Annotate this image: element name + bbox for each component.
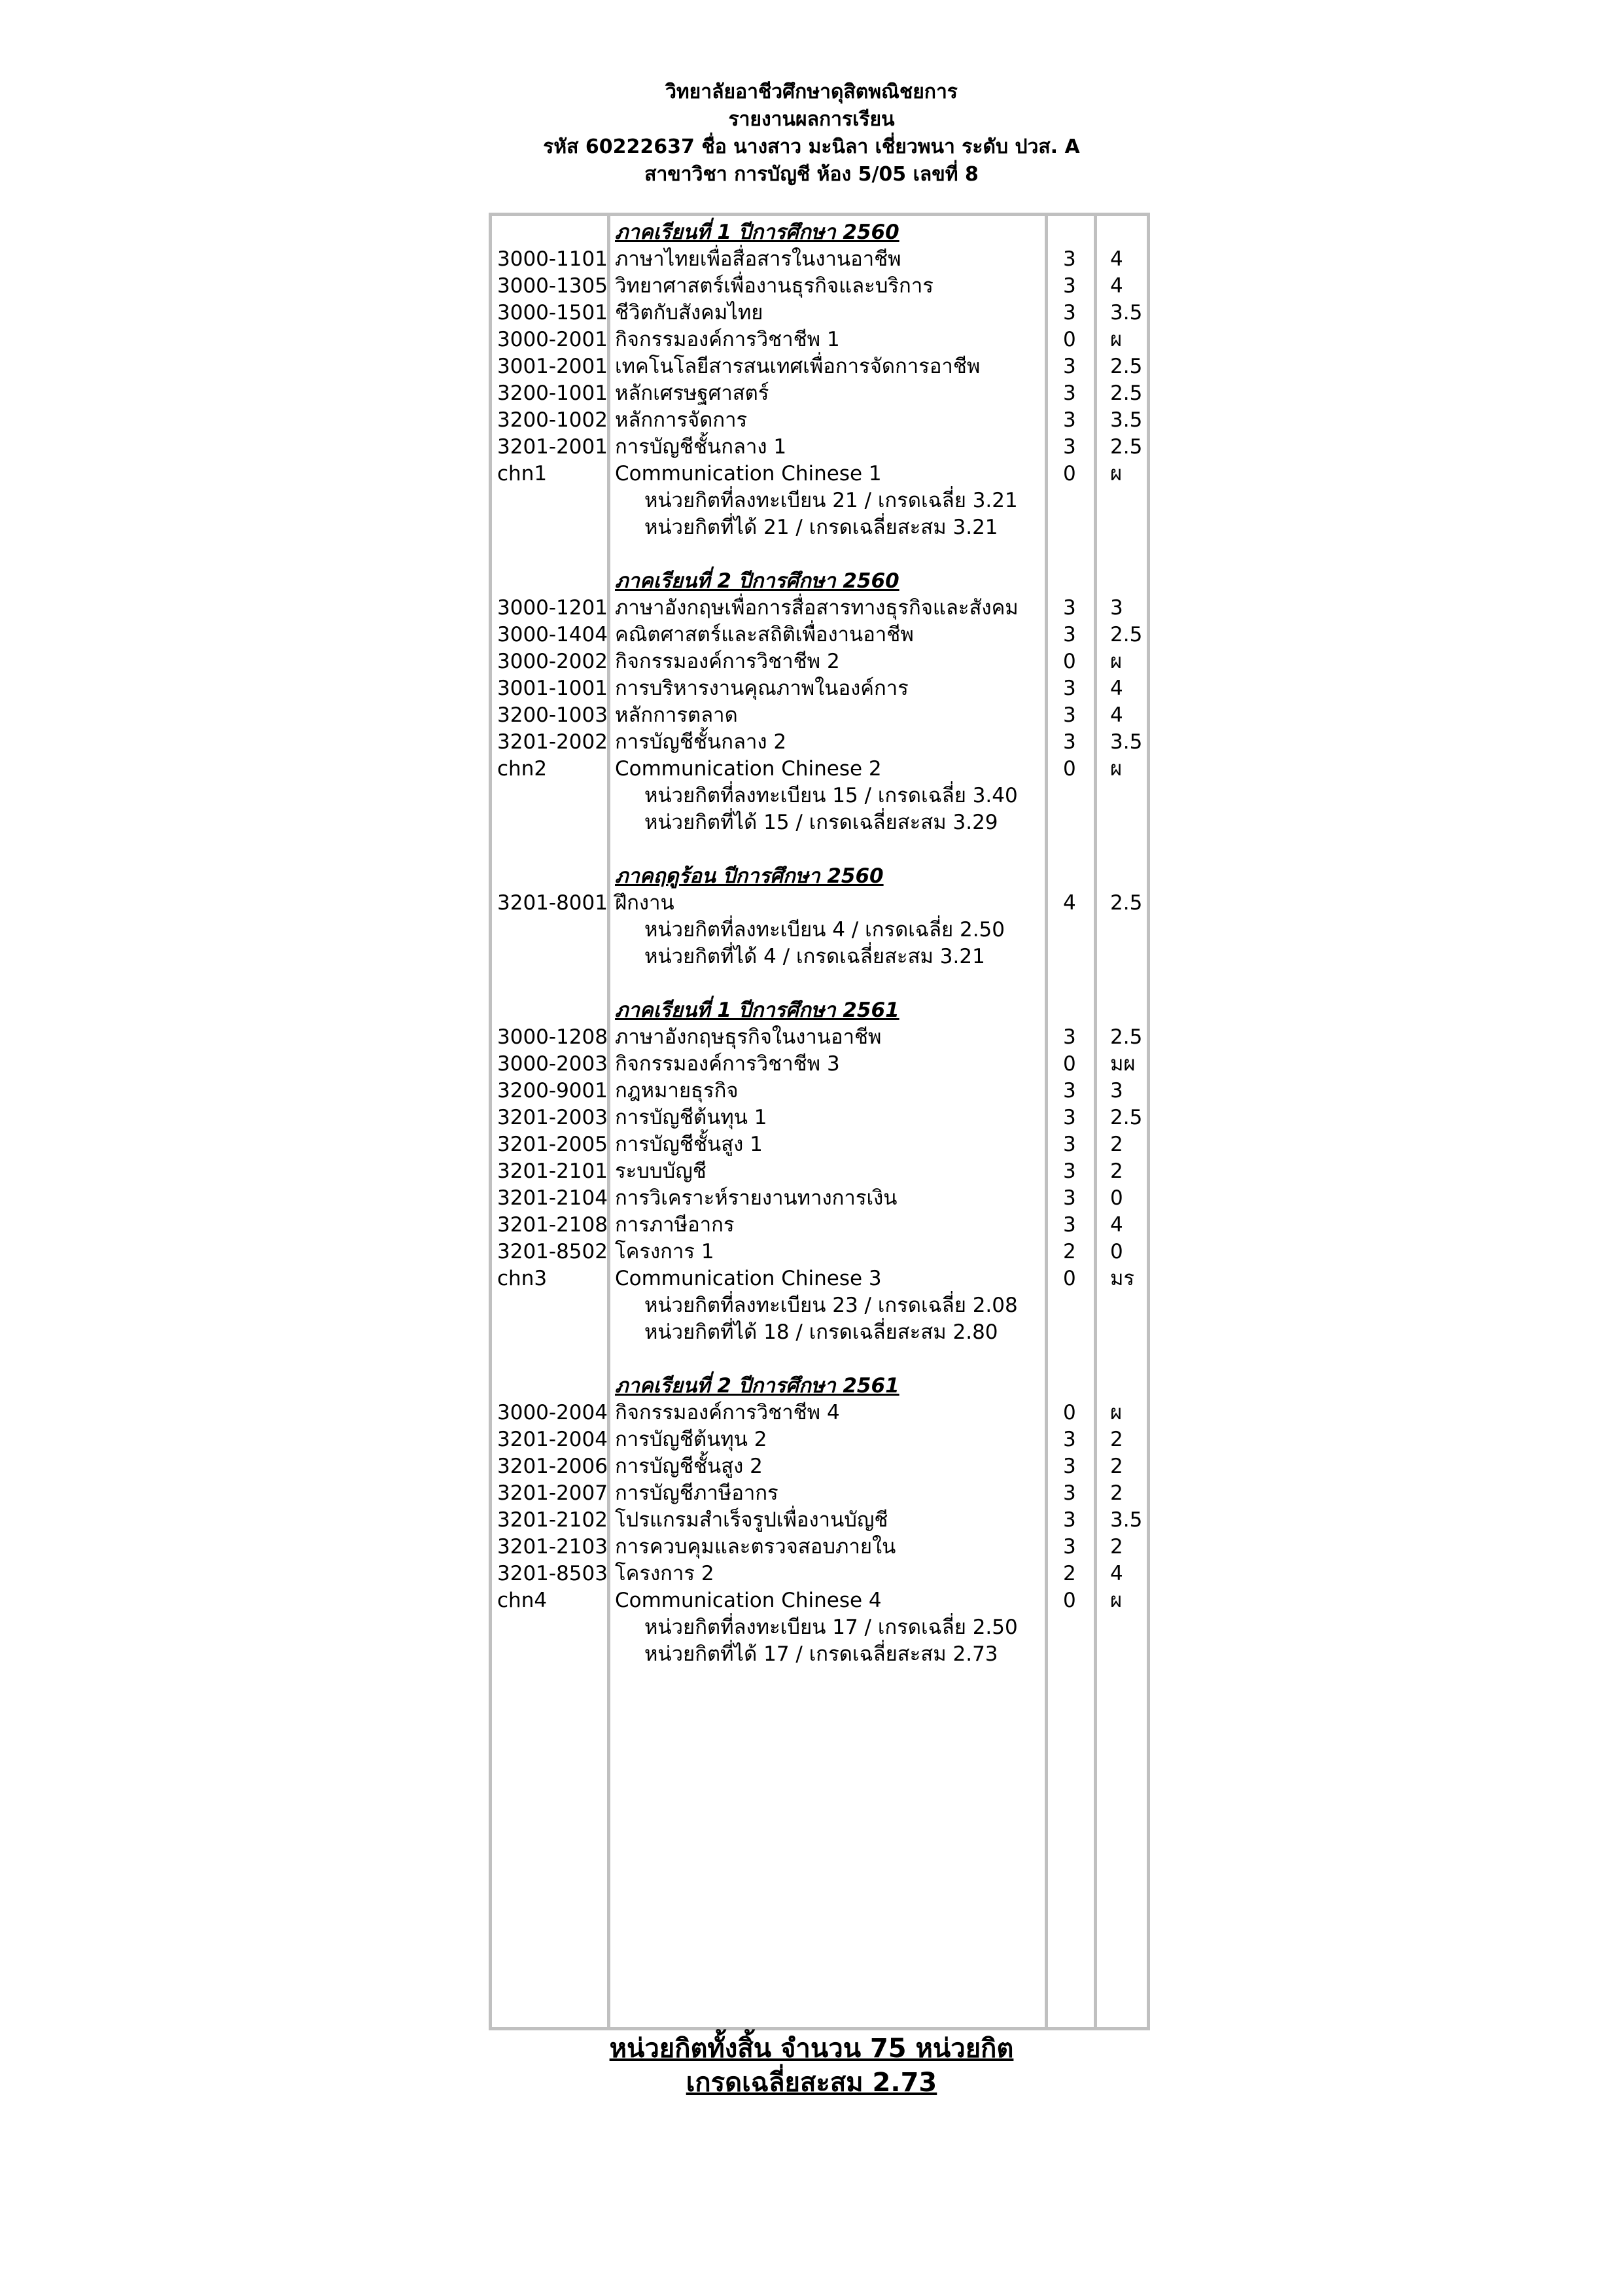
course-name: กิจกรรมองค์การวิชาชีพ 2 bbox=[615, 650, 840, 673]
course-credit: 2 bbox=[1063, 1240, 1076, 1263]
course-name: หลักการตลาด bbox=[615, 703, 738, 727]
section-spacer bbox=[489, 970, 1150, 997]
course-grade: 2.5 bbox=[1110, 891, 1143, 915]
course-code: 3201-2103 bbox=[497, 1535, 608, 1559]
course-grade: 2.5 bbox=[1110, 623, 1143, 646]
semester-section bbox=[489, 568, 1150, 863]
course-row bbox=[489, 1051, 1150, 1078]
course-credit: 3 bbox=[1063, 1186, 1076, 1210]
course-grade: 2.5 bbox=[1110, 435, 1143, 459]
semester-section bbox=[489, 219, 1150, 568]
course-row bbox=[489, 1265, 1150, 1292]
course-name: การบัญชีต้นทุน 1 bbox=[615, 1106, 767, 1129]
course-credit: 3 bbox=[1063, 1213, 1076, 1237]
course-row bbox=[489, 434, 1150, 461]
semester-section bbox=[489, 997, 1150, 1373]
course-credit: 0 bbox=[1063, 462, 1076, 486]
course-name: กฎหมายธุรกิจ bbox=[615, 1079, 739, 1103]
course-name: การวิเคราะห์รายงานทางการเงิน bbox=[615, 1186, 898, 1210]
course-row bbox=[489, 1587, 1150, 1614]
course-credit: 3 bbox=[1063, 408, 1076, 432]
course-grade: ผ bbox=[1110, 1589, 1123, 1612]
course-code: 3000-1501 bbox=[497, 301, 608, 325]
course-code: 3201-2108 bbox=[497, 1213, 608, 1237]
course-name: โปรแกรมสำเร็จรูปเพื่องานบัญชี bbox=[615, 1508, 888, 1532]
course-row bbox=[489, 1453, 1150, 1480]
course-grade: 2.5 bbox=[1110, 1106, 1143, 1129]
course-code: 3201-2003 bbox=[497, 1106, 608, 1129]
college-name: วิทยาลัยอาชีวศึกษาดุสิตพณิชยการ bbox=[665, 80, 958, 103]
course-row bbox=[489, 595, 1150, 622]
course-credit: 0 bbox=[1063, 328, 1076, 351]
report-title: รายงานผลการเรียน bbox=[728, 108, 895, 131]
earned-credits-summary: หน่วยกิตที่ได้ 4 / เกรดเฉลี่ยสะสม 3.21 bbox=[644, 945, 985, 968]
course-grade: 0 bbox=[1110, 1186, 1123, 1210]
course-credit: 3 bbox=[1063, 1535, 1076, 1559]
semester-summary-row bbox=[489, 1292, 1150, 1319]
course-grade: 3.5 bbox=[1110, 730, 1143, 754]
course-name: การบัญชีชั้นกลาง 2 bbox=[615, 730, 787, 754]
course-code: 3201-8503 bbox=[497, 1562, 608, 1585]
course-grade: มร bbox=[1110, 1267, 1135, 1290]
semester-title: ภาคเรียนที่ 1 ปีการศึกษา 2560 bbox=[615, 221, 899, 244]
course-name: หลักเศรษฐศาสตร์ bbox=[615, 381, 769, 405]
course-grade: 4 bbox=[1110, 1562, 1123, 1585]
course-credit: 2 bbox=[1063, 1562, 1076, 1585]
registered-credits-summary: หน่วยกิตที่ลงทะเบียน 21 / เกรดเฉลี่ย 3.21 bbox=[644, 489, 1018, 512]
course-name: การบัญชีต้นทุน 2 bbox=[615, 1428, 767, 1451]
course-name: การบัญชีชั้นสูง 2 bbox=[615, 1455, 763, 1478]
course-code: 3200-1003 bbox=[497, 703, 608, 727]
section-spacer bbox=[489, 836, 1150, 863]
course-grade: 2 bbox=[1110, 1481, 1123, 1505]
course-row bbox=[489, 702, 1150, 729]
course-grade: ผ bbox=[1110, 650, 1123, 673]
course-code: 3000-2002 bbox=[497, 650, 608, 673]
course-grade: 4 bbox=[1110, 1213, 1123, 1237]
course-credit: 3 bbox=[1063, 355, 1076, 378]
course-code: 3000-2004 bbox=[497, 1401, 608, 1424]
section-spacer bbox=[489, 1346, 1150, 1373]
course-credit: 3 bbox=[1063, 435, 1076, 459]
semester-title: ภาคฤดูร้อน ปีการศึกษา 2560 bbox=[615, 864, 884, 888]
semester-title: ภาคเรียนที่ 1 ปีการศึกษา 2561 bbox=[615, 998, 899, 1022]
course-code: 3201-8502 bbox=[497, 1240, 608, 1263]
semester-summary-row bbox=[489, 944, 1150, 970]
course-grade: 2.5 bbox=[1110, 355, 1143, 378]
earned-credits-summary: หน่วยกิตที่ได้ 15 / เกรดเฉลี่ยสะสม 3.29 bbox=[644, 811, 998, 834]
course-code: chn3 bbox=[497, 1267, 548, 1290]
course-code: 3201-2104 bbox=[497, 1186, 608, 1210]
semester-title-row bbox=[489, 568, 1150, 595]
semester-summary-row bbox=[489, 917, 1150, 944]
semester-title: ภาคเรียนที่ 2 ปีการศึกษา 2561 bbox=[615, 1374, 899, 1398]
course-row bbox=[489, 1158, 1150, 1185]
semester-title-row bbox=[489, 863, 1150, 890]
course-grade: 2 bbox=[1110, 1133, 1123, 1156]
transcript-table bbox=[489, 213, 1150, 2030]
table-border-top bbox=[489, 213, 1150, 216]
course-row bbox=[489, 1185, 1150, 1212]
cumulative-gpa: เกรดเฉลี่ยสะสม 2.73 bbox=[686, 2068, 937, 2098]
course-code: 3000-1101 bbox=[497, 247, 608, 271]
course-grade: 2.5 bbox=[1110, 381, 1143, 405]
registered-credits-summary: หน่วยกิตที่ลงทะเบียน 15 / เกรดเฉลี่ย 3.40 bbox=[644, 784, 1018, 807]
course-credit: 3 bbox=[1063, 1133, 1076, 1156]
course-code: 3201-2007 bbox=[497, 1481, 608, 1505]
course-row bbox=[489, 380, 1150, 407]
course-row bbox=[489, 675, 1150, 702]
earned-credits-summary: หน่วยกิตที่ได้ 17 / เกรดเฉลี่ยสะสม 2.73 bbox=[644, 1642, 998, 1666]
course-credit: 3 bbox=[1063, 1159, 1076, 1183]
course-name: การบัญชีภาษีอากร bbox=[615, 1481, 778, 1505]
course-name: กิจกรรมองค์การวิชาชีพ 3 bbox=[615, 1052, 840, 1076]
course-grade: ผ bbox=[1110, 757, 1123, 781]
course-credit: 0 bbox=[1063, 1401, 1076, 1424]
course-name: คณิตศาสตร์และสถิติเพื่องานอาชีพ bbox=[615, 623, 914, 646]
course-row bbox=[489, 729, 1150, 756]
course-name: ภาษาไทยเพื่อสื่อสารในงานอาชีพ bbox=[615, 247, 901, 271]
course-credit: 3 bbox=[1063, 1508, 1076, 1532]
course-name: โครงการ 1 bbox=[615, 1240, 714, 1263]
course-row bbox=[489, 1024, 1150, 1051]
course-row bbox=[489, 327, 1150, 353]
course-code: 3000-2001 bbox=[497, 328, 608, 351]
course-name: โครงการ 2 bbox=[615, 1562, 714, 1585]
course-grade: ผ bbox=[1110, 328, 1123, 351]
course-grade: 3 bbox=[1110, 596, 1123, 620]
transcript-footer bbox=[0, 2032, 1623, 2100]
course-code: 3200-9001 bbox=[497, 1079, 608, 1103]
course-credit: 3 bbox=[1063, 1481, 1076, 1505]
course-grade: 2 bbox=[1110, 1455, 1123, 1478]
course-row bbox=[489, 1239, 1150, 1265]
course-name: การบัญชีชั้นสูง 1 bbox=[615, 1133, 763, 1156]
course-name: การควบคุมและตรวจสอบภายใน bbox=[615, 1535, 896, 1559]
course-code: 3201-8001 bbox=[497, 891, 608, 915]
registered-credits-summary: หน่วยกิตที่ลงทะเบียน 23 / เกรดเฉลี่ย 2.08 bbox=[644, 1294, 1018, 1317]
course-name: ภาษาอังกฤษธุรกิจในงานอาชีพ bbox=[615, 1025, 882, 1049]
semester-title-row bbox=[489, 219, 1150, 246]
semester-summary-row bbox=[489, 809, 1150, 836]
course-name: เทคโนโลยีสารสนเทศเพื่อการจัดการอาชีพ bbox=[615, 355, 981, 378]
registered-credits-summary: หน่วยกิตที่ลงทะเบียน 4 / เกรดเฉลี่ย 2.50 bbox=[644, 918, 1005, 942]
course-code: 3000-2003 bbox=[497, 1052, 608, 1076]
course-row bbox=[489, 1212, 1150, 1239]
course-row bbox=[489, 890, 1150, 917]
semester-title-row bbox=[489, 997, 1150, 1024]
course-name: ภาษาอังกฤษเพื่อการสื่อสารทางธุรกิจและสังคม bbox=[615, 596, 1019, 620]
course-row bbox=[489, 246, 1150, 273]
semester-summary-row bbox=[489, 1614, 1150, 1641]
course-code: chn1 bbox=[497, 462, 548, 486]
course-row bbox=[489, 756, 1150, 783]
total-credits: หน่วยกิตทั้งสิ้น จำนวน 75 หน่วยกิต bbox=[609, 2034, 1014, 2064]
earned-credits-summary: หน่วยกิตที่ได้ 21 / เกรดเฉลี่ยสะสม 3.21 bbox=[644, 516, 998, 539]
course-name: กิจกรรมองค์การวิชาชีพ 1 bbox=[615, 328, 840, 351]
course-name: หลักการจัดการ bbox=[615, 408, 748, 432]
course-code: 3001-2001 bbox=[497, 355, 608, 378]
course-row bbox=[489, 353, 1150, 380]
course-row bbox=[489, 1507, 1150, 1534]
course-credit: 3 bbox=[1063, 274, 1076, 298]
student-info: รหัส 60222637 ชื่อ นางสาว มะนิลา เชี่ยวพนา ระดับ ปวส. A bbox=[543, 135, 1080, 158]
course-credit: 4 bbox=[1063, 891, 1076, 915]
course-row bbox=[489, 648, 1150, 675]
course-name: การบริหารงานคุณภาพในองค์การ bbox=[615, 677, 909, 700]
course-row bbox=[489, 1104, 1150, 1131]
course-credit: 0 bbox=[1063, 1589, 1076, 1612]
course-credit: 3 bbox=[1063, 596, 1076, 620]
course-name: ฝึกงาน bbox=[615, 891, 674, 915]
course-name: กิจกรรมองค์การวิชาชีพ 4 bbox=[615, 1401, 840, 1424]
course-code: 3201-2006 bbox=[497, 1455, 608, 1478]
course-credit: 3 bbox=[1063, 677, 1076, 700]
course-credit: 0 bbox=[1063, 1052, 1076, 1076]
course-credit: 3 bbox=[1063, 1025, 1076, 1049]
course-grade: 4 bbox=[1110, 703, 1123, 727]
course-credit: 3 bbox=[1063, 730, 1076, 754]
course-row bbox=[489, 1561, 1150, 1587]
course-row bbox=[489, 1426, 1150, 1453]
course-row bbox=[489, 407, 1150, 434]
course-grade: ผ bbox=[1110, 1401, 1123, 1424]
course-row bbox=[489, 1534, 1150, 1561]
course-credit: 3 bbox=[1063, 301, 1076, 325]
course-name: การภาษีอากร bbox=[615, 1213, 735, 1237]
course-credit: 3 bbox=[1063, 1428, 1076, 1451]
course-name: ชีวิตกับสังคมไทย bbox=[615, 301, 763, 325]
semester-summary-row bbox=[489, 1319, 1150, 1346]
transcript-rows bbox=[489, 219, 1150, 1668]
course-credit: 3 bbox=[1063, 1106, 1076, 1129]
course-name: ระบบบัญชี bbox=[615, 1159, 707, 1183]
course-name: การบัญชีชั้นกลาง 1 bbox=[615, 435, 787, 459]
course-code: 3201-2005 bbox=[497, 1133, 608, 1156]
course-grade: ผ bbox=[1110, 462, 1123, 486]
course-name: วิทยาศาสตร์เพื่องานธุรกิจและบริการ bbox=[615, 274, 934, 298]
course-code: 3200-1001 bbox=[497, 381, 608, 405]
course-grade: มผ bbox=[1110, 1052, 1136, 1076]
course-code: 3000-1404 bbox=[497, 623, 608, 646]
semester-summary-row bbox=[489, 514, 1150, 541]
course-grade: 3 bbox=[1110, 1079, 1123, 1103]
semester-section bbox=[489, 1373, 1150, 1668]
course-credit: 0 bbox=[1063, 650, 1076, 673]
course-name: Communication Chinese 1 bbox=[615, 462, 882, 486]
course-row bbox=[489, 622, 1150, 648]
semester-title-row bbox=[489, 1373, 1150, 1400]
semester-summary-row bbox=[489, 1641, 1150, 1668]
course-row bbox=[489, 1131, 1150, 1158]
course-grade: 0 bbox=[1110, 1240, 1123, 1263]
course-code: 3201-2002 bbox=[497, 730, 608, 754]
course-code: 3200-1002 bbox=[497, 408, 608, 432]
course-row bbox=[489, 273, 1150, 300]
course-name: Communication Chinese 3 bbox=[615, 1267, 882, 1290]
course-grade: 4 bbox=[1110, 247, 1123, 271]
course-credit: 3 bbox=[1063, 381, 1076, 405]
course-credit: 3 bbox=[1063, 247, 1076, 271]
course-credit: 3 bbox=[1063, 1079, 1076, 1103]
course-code: 3000-1305 bbox=[497, 274, 608, 298]
course-code: 3201-2101 bbox=[497, 1159, 608, 1183]
report-header bbox=[0, 79, 1623, 188]
course-code: 3001-1001 bbox=[497, 677, 608, 700]
course-grade: 4 bbox=[1110, 677, 1123, 700]
course-name: Communication Chinese 4 bbox=[615, 1589, 882, 1612]
course-grade: 2 bbox=[1110, 1535, 1123, 1559]
program-info: สาขาวิชา การบัญชี ห้อง 5/05 เลขที่ 8 bbox=[644, 163, 979, 186]
course-code: chn2 bbox=[497, 757, 548, 781]
course-code: 3000-1208 bbox=[497, 1025, 608, 1049]
course-row bbox=[489, 461, 1150, 487]
semester-summary-row bbox=[489, 783, 1150, 809]
course-credit: 3 bbox=[1063, 1455, 1076, 1478]
course-row bbox=[489, 300, 1150, 327]
course-grade: 3.5 bbox=[1110, 1508, 1143, 1532]
course-code: 3201-2102 bbox=[497, 1508, 608, 1532]
course-grade: 2.5 bbox=[1110, 1025, 1143, 1049]
semester-summary-row bbox=[489, 487, 1150, 514]
course-credit: 3 bbox=[1063, 703, 1076, 727]
course-code: chn4 bbox=[497, 1589, 548, 1612]
registered-credits-summary: หน่วยกิตที่ลงทะเบียน 17 / เกรดเฉลี่ย 2.50 bbox=[644, 1616, 1018, 1639]
section-spacer bbox=[489, 541, 1150, 568]
course-grade: 3.5 bbox=[1110, 301, 1143, 325]
course-code: 3201-2001 bbox=[497, 435, 608, 459]
earned-credits-summary: หน่วยกิตที่ได้ 18 / เกรดเฉลี่ยสะสม 2.80 bbox=[644, 1320, 998, 1344]
semester-title: ภาคเรียนที่ 2 ปีการศึกษา 2560 bbox=[615, 569, 899, 593]
course-grade: 2 bbox=[1110, 1159, 1123, 1183]
table-border-bottom bbox=[489, 2027, 1150, 2030]
course-row bbox=[489, 1480, 1150, 1507]
course-credit: 0 bbox=[1063, 757, 1076, 781]
course-grade: 4 bbox=[1110, 274, 1123, 298]
course-credit: 3 bbox=[1063, 623, 1076, 646]
course-row bbox=[489, 1078, 1150, 1104]
course-name: Communication Chinese 2 bbox=[615, 757, 882, 781]
semester-section bbox=[489, 863, 1150, 997]
course-credit: 0 bbox=[1063, 1267, 1076, 1290]
course-grade: 3.5 bbox=[1110, 408, 1143, 432]
course-grade: 2 bbox=[1110, 1428, 1123, 1451]
course-code: 3201-2004 bbox=[497, 1428, 608, 1451]
course-row bbox=[489, 1400, 1150, 1426]
course-code: 3000-1201 bbox=[497, 596, 608, 620]
